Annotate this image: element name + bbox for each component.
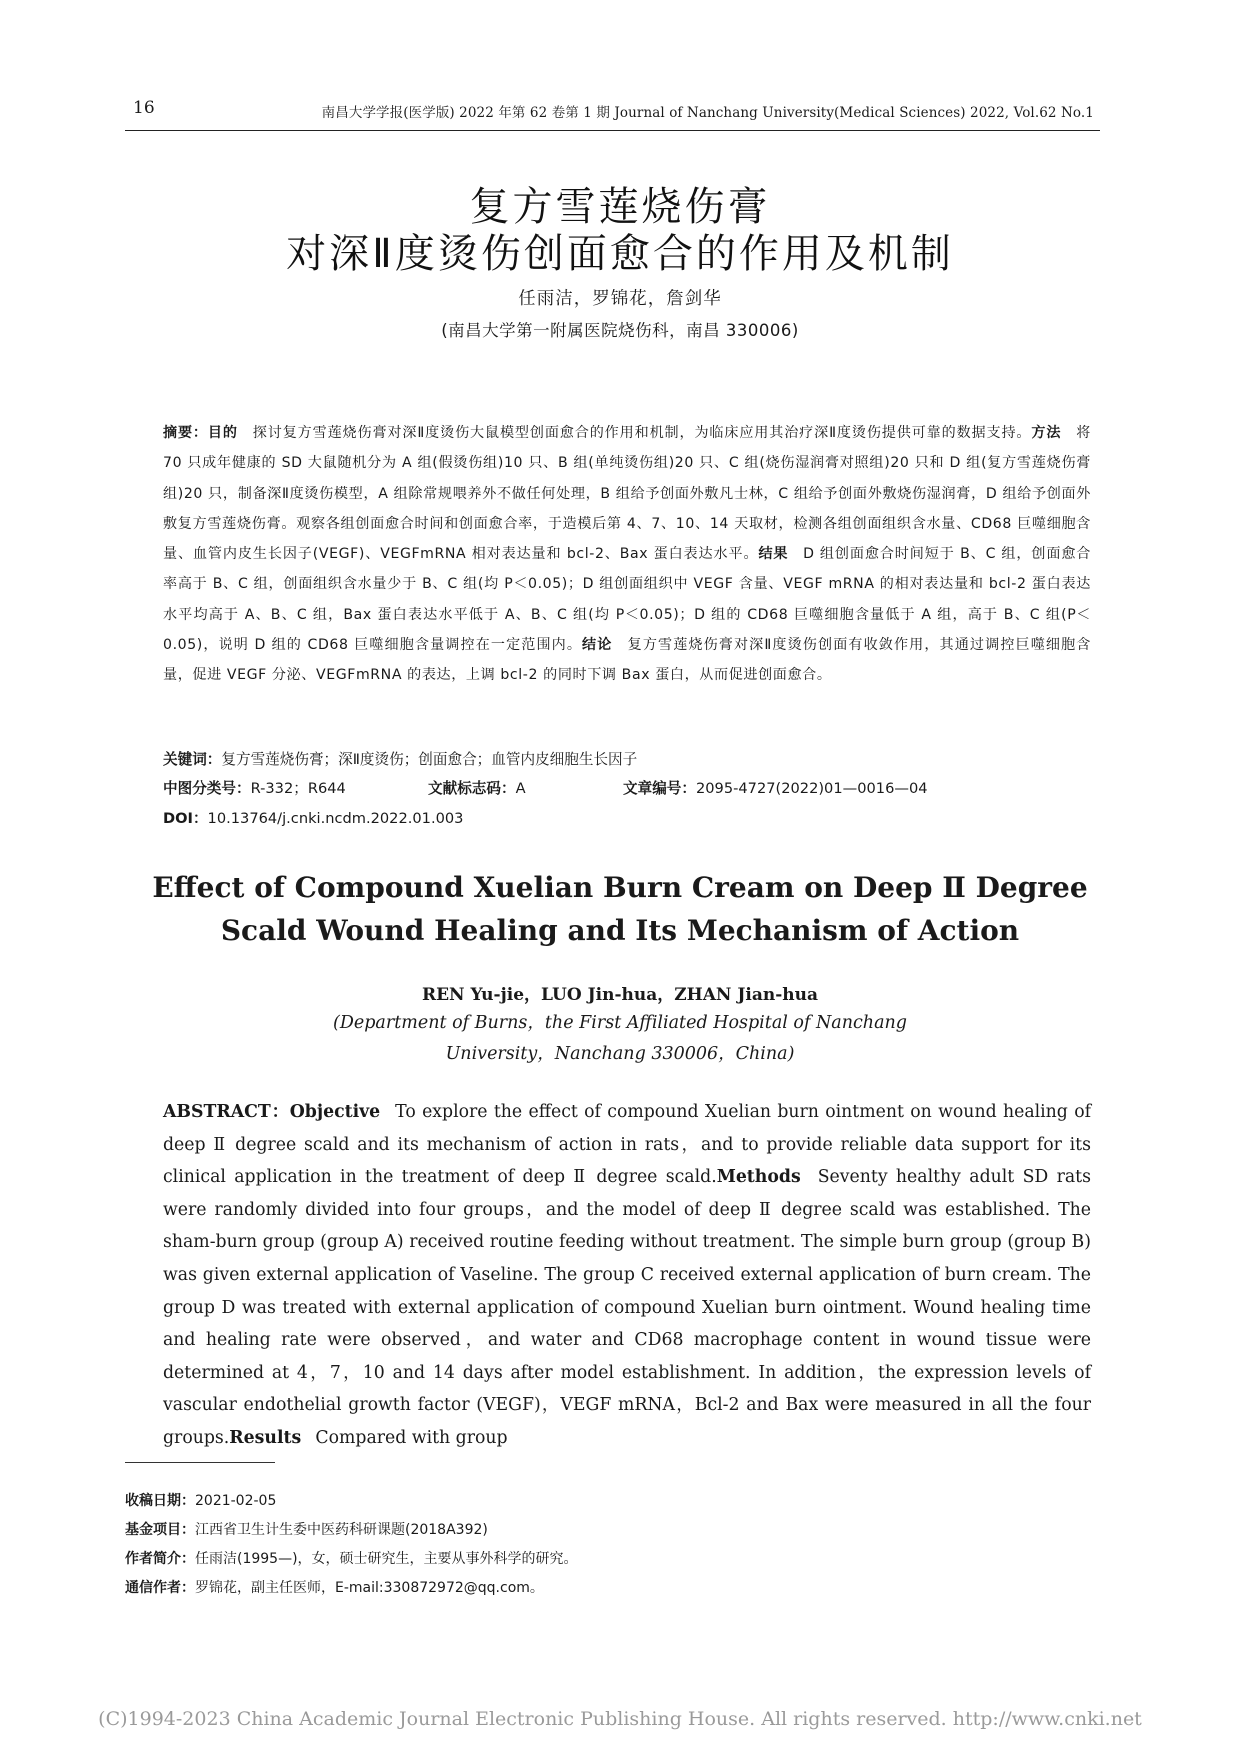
en-abstract xyxy=(163,1096,1091,1455)
clc-label: 中图分类号： xyxy=(163,780,251,797)
doi-value: 10.13764/j.cnki.ncdm.2022.01.003 xyxy=(207,810,464,827)
page-header xyxy=(125,90,1100,131)
fund-label: 基金项目： xyxy=(125,1522,195,1538)
corresponding-label: 通信作者： xyxy=(125,1580,195,1596)
article-no-value: 2095-4727(2022)01—0016—04 xyxy=(695,780,928,797)
keywords xyxy=(163,748,637,769)
classification-line xyxy=(163,777,928,798)
cn-objective-text: 探讨复方雪莲烧伤膏对深Ⅱ度烫伤大鼠模型创面愈合的作用和机制，为临床应用其治疗深Ⅱ度烫伤提供可靠的数据支持。 xyxy=(252,425,1032,441)
doc-code-value: A xyxy=(515,780,526,797)
footnote-corresponding xyxy=(125,1577,544,1597)
received-label: 收稿日期： xyxy=(125,1493,195,1509)
en-authors: REN Yu-jie，LUO Jin-hua，ZHAN Jian-hua xyxy=(421,985,819,1005)
copyright-notice: (C)1994-2023 China Academic Journal Electronic Publishing House. All rights reserved. http://www.cnki.net xyxy=(98,1708,1142,1730)
page-number: 16 xyxy=(133,98,155,118)
keywords-label: 关键词： xyxy=(163,751,222,768)
keywords-text: 复方雪莲烧伤膏；深Ⅱ度烫伤；创面愈合；血管内皮细胞生长因子 xyxy=(221,751,638,768)
cn-affiliation: (南昌大学第一附属医院烧伤科，南昌 330006) xyxy=(441,321,799,340)
en-abstract-label: ABSTRACT： xyxy=(163,1102,290,1122)
author-bio-text: 任雨洁(1995—)，女，硕士研究生，主要从事外科学的研究。 xyxy=(195,1551,578,1567)
cn-methods-text: 将 70 只成年健康的 SD 大鼠随机分为 A 组(假烫伤组)10 只、B 组(单纯烫伤组)20 只、C 组(烧伤湿润膏对照组)20 只和 D 组(复方雪莲烧伤膏组)20 只，制备深Ⅱ度烫伤模型，A 组除常规喂养外不做任何处理，B 组给予创面外敷凡士林，C 组给予创面外敷烧伤湿润膏，D 组给予创面外敷复方雪莲烧伤膏。观察各组创面愈合时间和创面愈合率，于造模后第 4、7、10、14 天取材，检测各组创面组织含水量、CD68 巨噬细胞含量、血管内皮生长因子(VEGF)、VEGFmRNA 相对表达量和 bcl-2、Bax 蛋白表达水平。 xyxy=(163,425,1091,563)
en-results-text: Compared with group xyxy=(315,1427,508,1448)
received-date: 2021-02-05 xyxy=(195,1493,277,1509)
fund-text: 江西省卫生计生委中医药科研课题(2018A392) xyxy=(195,1522,488,1538)
doi-line xyxy=(163,807,463,828)
doc-code-label: 文献标志码： xyxy=(428,780,516,797)
cn-title-line-2: 对深Ⅱ度烫伤创面愈合的作用及机制 xyxy=(286,231,954,277)
cn-title-line-1: 复方雪莲烧伤膏 xyxy=(469,184,771,230)
en-methods-text: Seventy healthy adult SD rats were randomly divided into four groups，and the model of deep Ⅱ degree scald was established. The sham-burn group (group A) received routine feeding without treatment. The simple burn group (group B) was given external application of Vaseline. The group C received external application of burn cream. The group D was treated with external application of compound Xuelian burn ointment. Wound healing time and healing rate were observed，and water and CD68 macrophage content in wound tissue were determined at 4，7，10 and 14 days after model establishment. In addition，the expression levels of vascular endothelial growth factor (VEGF)，VEGF mRNA，Bcl-2 and Bax were measured in all the four groups. xyxy=(163,1167,1091,1448)
cn-authors: 任雨洁，罗锦花，詹剑华 xyxy=(518,289,722,309)
en-affiliation-line-1: (Department of Burns，the First Affiliated Hospital of Nanchang xyxy=(333,1013,907,1033)
cn-conclusion-text: 复方雪莲烧伤膏对深Ⅱ度烫伤创面有收敛作用，其通过调控巨噬细胞含量，促进 VEGF 分泌、VEGFmRNA 的表达，上调 bcl-2 的同时下调 Bax 蛋白，从而促进创面愈合。 xyxy=(163,637,1091,684)
en-objective-text: To explore the effect of compound Xuelian burn ointment on wound healing of deep Ⅱ degree scald and its mechanism of action in rats，and to provide reliable data support for its clinical application in the treatment of deep Ⅱ degree scald. xyxy=(163,1102,1091,1188)
cn-abstract xyxy=(163,418,1091,691)
en-affiliation-line-2: University，Nanchang 330006，China) xyxy=(445,1044,795,1064)
doi-label: DOI： xyxy=(163,810,208,827)
cn-conclusion-label: 结论 xyxy=(582,637,613,654)
footnote-fund xyxy=(125,1519,488,1539)
cn-methods-label: 方法 xyxy=(1031,425,1062,441)
clc-value: R-332；R644 xyxy=(250,780,346,797)
cn-results-label: 结果 xyxy=(758,546,789,563)
footnote-received xyxy=(125,1490,276,1510)
cn-abstract-label: 摘要： xyxy=(163,425,208,441)
en-title-line-1: Effect of Compound Xuelian Burn Cream on Deep Ⅱ Degree xyxy=(152,871,1088,904)
author-bio-label: 作者简介： xyxy=(125,1551,195,1567)
en-title-line-2: Scald Wound Healing and Its Mechanism of Action xyxy=(220,914,1020,947)
footnote-author xyxy=(125,1548,578,1568)
en-objective-label: Objective xyxy=(289,1102,381,1122)
article-no-label: 文章编号： xyxy=(623,780,696,797)
cn-objective-label: 目的 xyxy=(207,425,238,441)
running-head: 南昌大学学报(医学版) 2022 年第 62 卷第 1 期 Journal of Nanchang University(Medical Sciences) 2022, Vol.62 No.1 xyxy=(321,105,1094,121)
en-results-label: Results xyxy=(229,1427,302,1448)
cn-results-text: D 组创面愈合时间短于 B、C 组，创面愈合率高于 B、C 组，创面组织含水量少于 B、C 组(均 P＜0.05)；D 组创面组织中 VEGF 含量、VEGF mRNA 的相对表达量和 bcl-2 蛋白表达水平均高于 A、B、C 组，Bax 蛋白表达水平低于 A、B、C 组(均 P＜0.05)；D 组的 CD68 巨噬细胞含量低于 A 组，高于 B、C 组(P＜0.05)，说明 D 组的 CD68 巨噬细胞含量调控在一定范围内。 xyxy=(163,546,1091,654)
footnote-divider xyxy=(125,1462,275,1463)
corresponding-text: 罗锦花，副主任医师，E-mail:330872972@qq.com。 xyxy=(195,1580,544,1596)
en-methods-label: Methods xyxy=(716,1167,801,1188)
